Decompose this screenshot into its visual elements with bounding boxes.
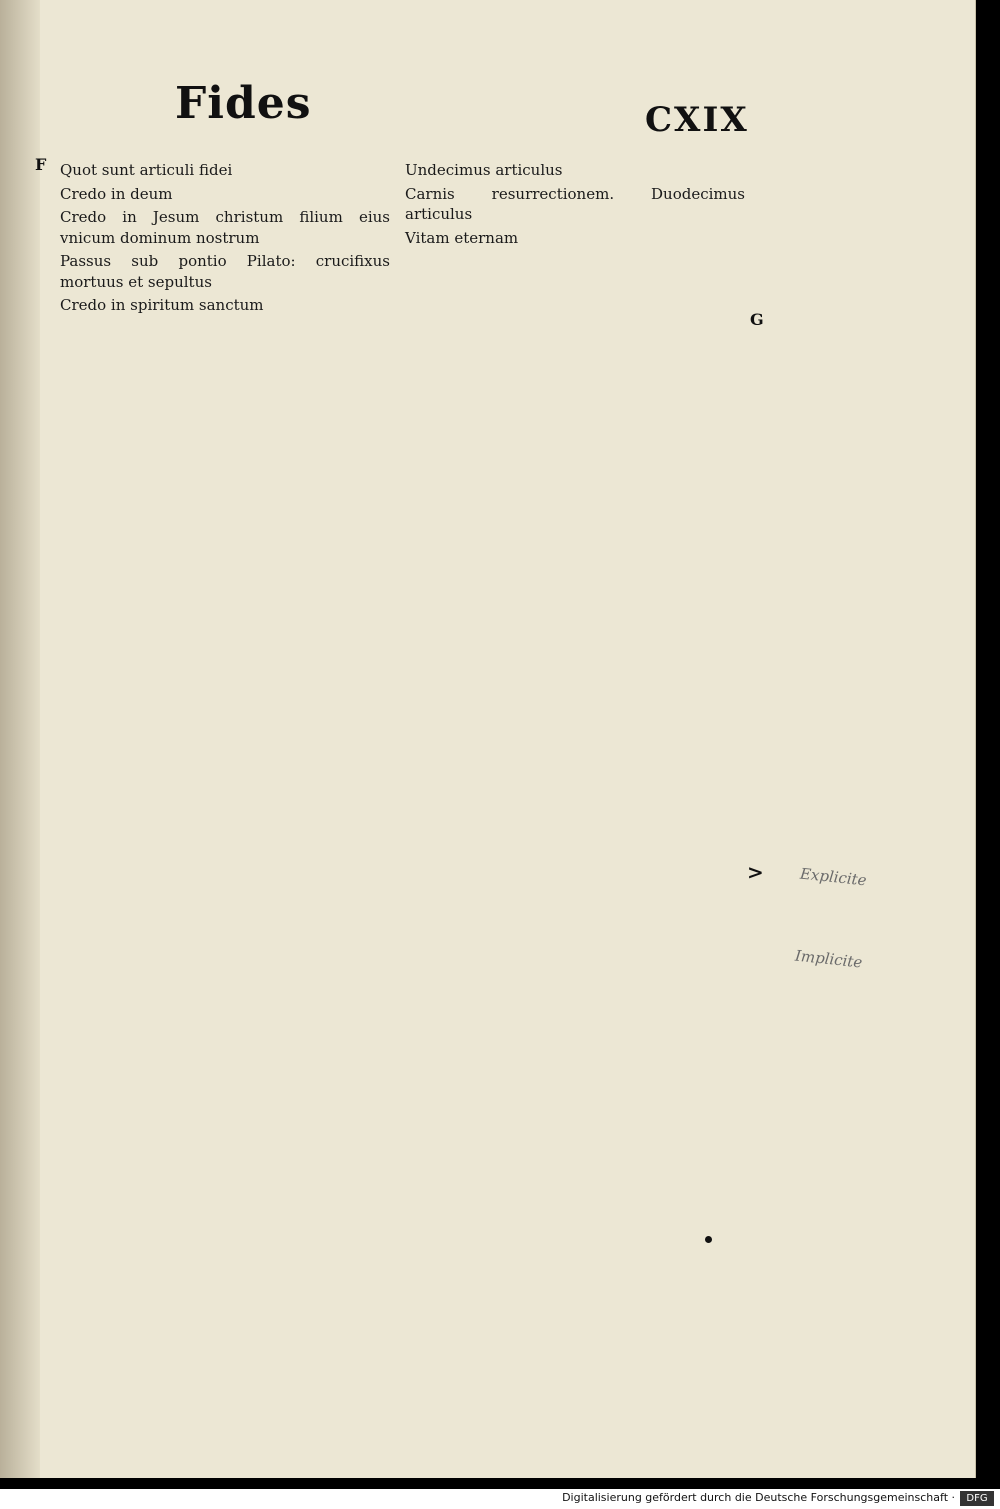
paragraph: Vitam eternam	[405, 228, 519, 247]
handwritten-note-implicite: Implicite	[794, 946, 864, 972]
margin-mark-g: G	[750, 310, 764, 329]
digitization-footer	[0, 1489, 1000, 1509]
folio-number: CXIX	[645, 100, 749, 140]
handwritten-note-explicite: Explicite	[799, 864, 868, 890]
paragraph: Carnis resurrectionem. Duodecimus articulus	[405, 184, 745, 223]
paragraph: Quot sunt articuli fidei	[60, 161, 233, 179]
paragraph: Credo in deum	[60, 184, 173, 203]
margin-mark-f: F	[35, 155, 47, 174]
paragraph: Passus sub pontio Pilato: crucifixus mortuus et sepultus	[60, 252, 390, 291]
paragraph: Credo in spiritum sanctum	[60, 296, 264, 314]
paragraph: Credo in Jesum christum filium eius vnicum dominum nostrum	[60, 208, 390, 247]
footer-credit: Digitalisierung gefördert durch die Deutsche Forschungsgemeinschaft ·	[562, 1491, 955, 1504]
text-column-right	[405, 160, 745, 251]
text-column-left	[60, 160, 390, 319]
paragraph: Undecimus articulus	[405, 161, 563, 179]
running-head: Fides	[175, 78, 312, 129]
decorative-dot	[705, 1236, 712, 1243]
page-gutter	[0, 0, 40, 1478]
margin-arrow-mark: >	[747, 860, 764, 884]
dfg-logo: DFG	[960, 1491, 994, 1506]
